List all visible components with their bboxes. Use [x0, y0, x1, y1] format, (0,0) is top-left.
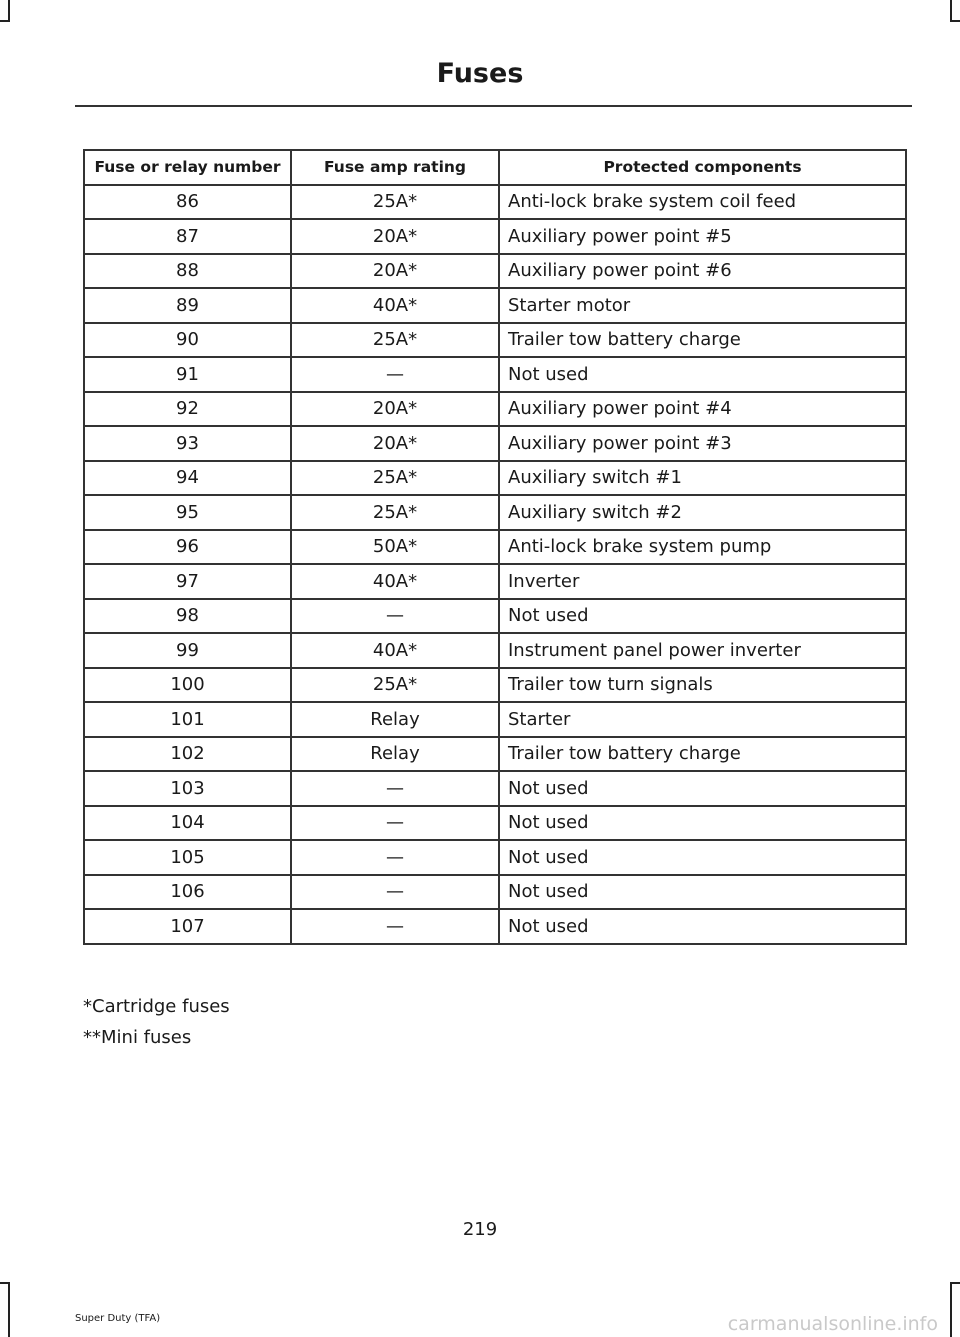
page-title: Fuses — [436, 58, 524, 89]
table-row — [84, 288, 906, 323]
crop-mark-bottom-right — [950, 1282, 952, 1337]
amp-rating-cell: — — [291, 840, 499, 875]
table-row — [84, 771, 906, 806]
amp-rating-cell: 25A* — [291, 185, 499, 220]
protected-component-cell: Anti-lock brake system pump — [499, 530, 906, 565]
protected-component-cell: Anti-lock brake system coil feed — [499, 185, 906, 220]
fuse-number-cell: 104 — [84, 806, 291, 841]
crop-mark-bottom-left — [0, 1282, 10, 1284]
fuse-number-cell: 93 — [84, 426, 291, 461]
amp-rating-cell: 40A* — [291, 288, 499, 323]
table-row — [84, 219, 906, 254]
protected-component-cell: Starter motor — [499, 288, 906, 323]
fuse-number-cell: 103 — [84, 771, 291, 806]
fuse-number-cell: 101 — [84, 702, 291, 737]
fuse-number-cell: 91 — [84, 357, 291, 392]
fuse-number-cell: 96 — [84, 530, 291, 565]
amp-rating-cell: — — [291, 357, 499, 392]
amp-rating-cell: 20A* — [291, 426, 499, 461]
protected-component-cell: Inverter — [499, 564, 906, 599]
table-row — [84, 564, 906, 599]
table-row — [84, 323, 906, 358]
crop-mark-bottom-left — [8, 1282, 10, 1337]
fuse-number-cell: 92 — [84, 392, 291, 427]
amp-rating-cell: 25A* — [291, 495, 499, 530]
table-row — [84, 633, 906, 668]
fuse-number-cell: 106 — [84, 875, 291, 910]
fuse-number-cell: 107 — [84, 909, 291, 944]
amp-rating-cell: 25A* — [291, 668, 499, 703]
crop-mark-top-left — [0, 20, 10, 22]
fuse-number-cell: 100 — [84, 668, 291, 703]
amp-rating-cell: — — [291, 771, 499, 806]
amp-rating-cell: 25A* — [291, 461, 499, 496]
protected-component-cell: Trailer tow turn signals — [499, 668, 906, 703]
fuse-number-cell: 98 — [84, 599, 291, 634]
protected-component-cell: Starter — [499, 702, 906, 737]
amp-rating-cell: — — [291, 806, 499, 841]
table-row — [84, 530, 906, 565]
fuse-number-cell: 97 — [84, 564, 291, 599]
protected-component-cell: Instrument panel power inverter — [499, 633, 906, 668]
fuse-number-cell: 88 — [84, 254, 291, 289]
protected-component-cell: Not used — [499, 599, 906, 634]
table-row — [84, 737, 906, 772]
table-row — [84, 840, 906, 875]
amp-rating-cell: — — [291, 909, 499, 944]
table-row — [84, 668, 906, 703]
amp-rating-cell: 20A* — [291, 254, 499, 289]
crop-mark-top-right — [950, 20, 960, 22]
table-row — [84, 185, 906, 220]
title-divider — [75, 105, 912, 107]
fuse-number-cell: 89 — [84, 288, 291, 323]
table-row — [84, 599, 906, 634]
amp-rating-cell: 40A* — [291, 564, 499, 599]
amp-rating-cell: Relay — [291, 737, 499, 772]
fuse-number-cell: 94 — [84, 461, 291, 496]
fuse-table — [83, 149, 907, 945]
table-row — [84, 875, 906, 910]
table-row — [84, 495, 906, 530]
table-row — [84, 357, 906, 392]
crop-mark-top-right — [950, 0, 952, 22]
header-amp-rating: Fuse amp rating — [291, 150, 499, 185]
protected-component-cell: Trailer tow battery charge — [499, 737, 906, 772]
table-row — [84, 254, 906, 289]
fuse-number-cell: 86 — [84, 185, 291, 220]
page-number: 219 — [462, 1219, 498, 1240]
fuse-number-cell: 90 — [84, 323, 291, 358]
model-name: Super Duty (TFA) — [75, 1313, 161, 1324]
amp-rating-cell: 40A* — [291, 633, 499, 668]
fuse-number-cell: 102 — [84, 737, 291, 772]
amp-rating-cell: 25A* — [291, 323, 499, 358]
amp-rating-cell: 20A* — [291, 219, 499, 254]
header-fuse-number: Fuse or relay number — [84, 150, 291, 185]
table-row — [84, 909, 906, 944]
protected-component-cell: Not used — [499, 771, 906, 806]
protected-component-cell: Auxiliary switch #1 — [499, 461, 906, 496]
protected-component-cell: Auxiliary power point #4 — [499, 392, 906, 427]
protected-component-cell: Not used — [499, 806, 906, 841]
protected-component-cell: Trailer tow battery charge — [499, 323, 906, 358]
fuse-number-cell: 95 — [84, 495, 291, 530]
footnote-mini: **Mini fuses — [83, 1027, 192, 1048]
amp-rating-cell: 20A* — [291, 392, 499, 427]
protected-component-cell: Not used — [499, 909, 906, 944]
table-header-row — [84, 150, 906, 185]
protected-component-cell: Auxiliary power point #5 — [499, 219, 906, 254]
footnote-cartridge: *Cartridge fuses — [83, 996, 230, 1017]
protected-component-cell: Auxiliary power point #6 — [499, 254, 906, 289]
table-row — [84, 392, 906, 427]
amp-rating-cell: Relay — [291, 702, 499, 737]
fuse-number-cell: 87 — [84, 219, 291, 254]
watermark: carmanualsonline.info — [727, 1313, 938, 1335]
fuse-number-cell: 99 — [84, 633, 291, 668]
fuse-number-cell: 105 — [84, 840, 291, 875]
protected-component-cell: Auxiliary switch #2 — [499, 495, 906, 530]
amp-rating-cell: — — [291, 599, 499, 634]
amp-rating-cell: — — [291, 875, 499, 910]
protected-component-cell: Not used — [499, 357, 906, 392]
table-row — [84, 702, 906, 737]
table-row — [84, 426, 906, 461]
protected-component-cell: Auxiliary power point #3 — [499, 426, 906, 461]
amp-rating-cell: 50A* — [291, 530, 499, 565]
table-row — [84, 461, 906, 496]
protected-component-cell: Not used — [499, 840, 906, 875]
crop-mark-bottom-right — [950, 1282, 960, 1284]
header-protected-components: Protected components — [499, 150, 906, 185]
protected-component-cell: Not used — [499, 875, 906, 910]
table-row — [84, 806, 906, 841]
crop-mark-top-left — [8, 0, 10, 22]
